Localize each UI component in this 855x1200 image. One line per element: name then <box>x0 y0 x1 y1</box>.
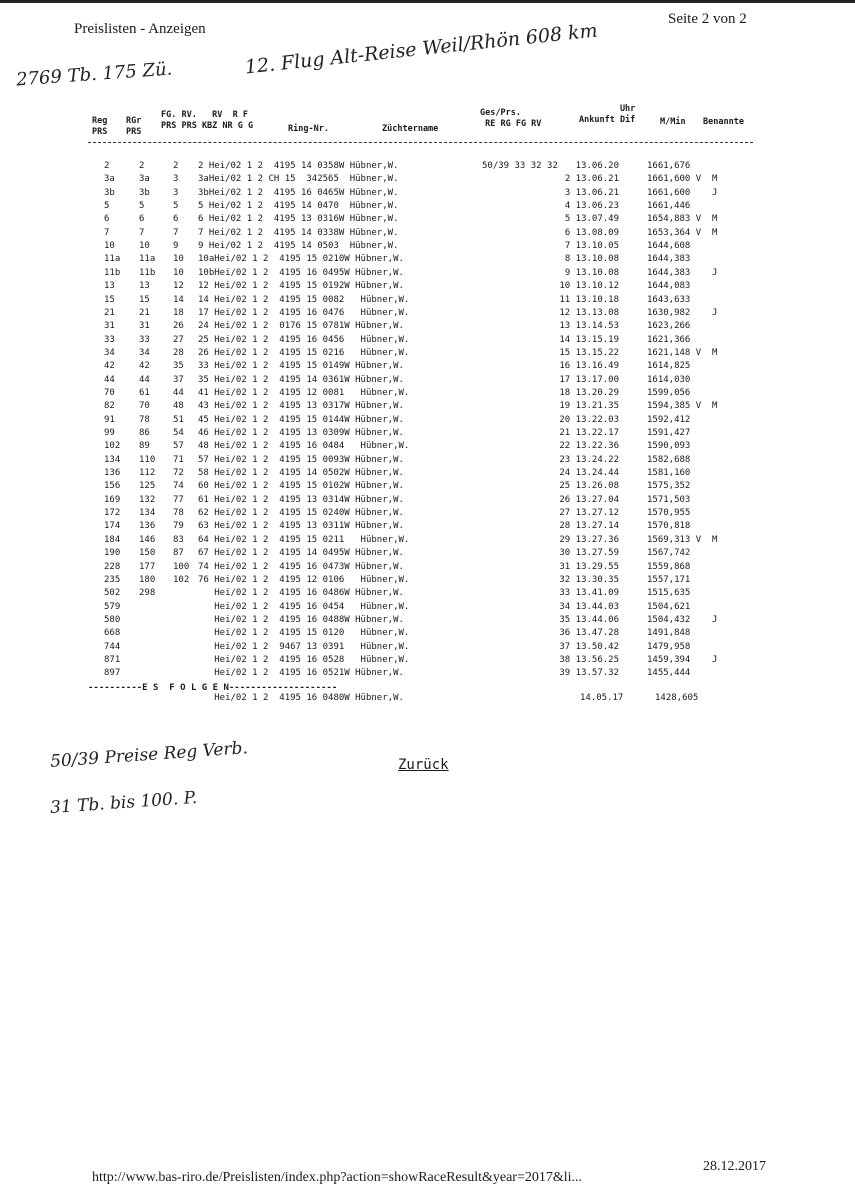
table-row <box>0 587 855 600</box>
cell-rgr-prs: 150 <box>139 548 156 559</box>
cell-speed: 1567,742 <box>647 548 691 559</box>
cell-rgr-prs: 7 <box>139 227 145 238</box>
table-row <box>0 520 855 533</box>
cell-arrival: 14 13.15.19 <box>559 334 619 345</box>
cell-reg-prs: 11a <box>104 254 121 265</box>
cell-speed: 1661,600 V M <box>647 174 718 185</box>
cell-detail: 26 Hei/02 1 2 4195 15 0216 Hübner,W. <box>198 347 410 358</box>
cell-fg-prs: 14 <box>173 294 184 305</box>
table-row <box>0 467 855 480</box>
cell-speed: 1570,955 <box>647 508 691 519</box>
cell-arrival: 24 13.24.44 <box>559 468 619 479</box>
cell-speed: 1582,688 <box>647 454 691 465</box>
cell-rgr-prs: 86 <box>139 428 150 438</box>
cell-arrival: 38 13.56.25 <box>559 654 619 665</box>
cell-fg-prs: 48 <box>173 401 184 412</box>
cell-speed: 1594,385 V M <box>647 401 718 412</box>
cell-detail: 5 Hei/02 1 2 4195 14 0470 Hübner,W. <box>198 201 399 212</box>
cell-fg-prs: 57 <box>173 441 184 452</box>
cell-arrival: 12 13.13.08 <box>559 307 619 318</box>
col-rgr-prs: RGr PRS <box>126 116 142 137</box>
cell-arrival: 13 13.14.53 <box>559 321 619 332</box>
cell-arrival: 21 13.22.17 <box>559 428 619 438</box>
cell-reg-prs: 5 <box>104 201 110 212</box>
cell-detail: 60 Hei/02 1 2 4195 15 0102W Hübner,W. <box>198 481 404 492</box>
cell-speed: 1570,818 <box>647 521 691 532</box>
table-row <box>0 307 855 320</box>
page-title: Preislisten - Anzeigen <box>74 21 206 37</box>
cell-arrival: 10 13.10.12 <box>559 281 619 292</box>
cell-fg-prs: 28 <box>173 347 184 358</box>
cell-arrival: 19 13.21.35 <box>559 401 619 412</box>
table-row <box>0 347 855 360</box>
cell-arrival: 23 13.24.22 <box>559 454 619 465</box>
cell-reg-prs: 235 <box>104 574 121 585</box>
cell-fg-prs: 12 <box>173 281 184 292</box>
table-row <box>0 160 855 173</box>
cell-arrival: 31 13.29.55 <box>559 561 619 572</box>
cell-detail: 14 Hei/02 1 2 4195 15 0082 Hübner,W. <box>198 294 410 305</box>
cell-reg-prs: 3b <box>104 187 115 198</box>
cell-rgr-prs: 13 <box>139 281 150 292</box>
cell-detail: 63 Hei/02 1 2 4195 13 0311W Hübner,W. <box>198 521 404 532</box>
cell-detail: 61 Hei/02 1 2 4195 13 0314W Hübner,W. <box>198 494 404 505</box>
cell-speed: 1623,266 <box>647 321 691 332</box>
cell-detail: 33 Hei/02 1 2 4195 15 0149W Hübner,W. <box>198 361 404 372</box>
cell-fg-prs: 83 <box>173 534 184 545</box>
table-row <box>0 494 855 507</box>
cell-rgr-prs: 15 <box>139 294 150 305</box>
cell-arrival: 8 13.10.08 <box>564 254 619 265</box>
table-row <box>0 480 855 493</box>
cell-fg-prs: 3 <box>173 174 179 185</box>
table-row <box>0 534 855 547</box>
cell-speed: 1599,056 <box>647 387 691 398</box>
cell-fg-prs: 26 <box>173 321 184 332</box>
cell-detail: Hei/02 1 2 4195 16 0528 Hübner,W. <box>198 654 410 665</box>
cell-rgr-prs: 31 <box>139 321 150 332</box>
cell-arrival: 35 13.44.06 <box>559 614 619 625</box>
table-row <box>0 427 855 440</box>
cell-arrival: 17 13.17.00 <box>559 374 619 385</box>
cell-reg-prs: 134 <box>104 454 121 465</box>
cell-detail: 35 Hei/02 1 2 4195 14 0361W Hübner,W. <box>198 374 404 385</box>
cell-speed: 1479,958 <box>647 641 691 652</box>
cell-reg-prs: 31 <box>104 321 115 332</box>
cell-fg-prs: 51 <box>173 414 184 425</box>
cell-detail: Hei/02 1 2 9467 13 0391 Hübner,W. <box>198 641 410 652</box>
cell-speed: 1459,394 J <box>647 654 718 665</box>
cell-detail: Hei/02 1 2 4195 16 0488W Hübner,W. <box>198 614 404 625</box>
cell-arrival: 9 13.10.08 <box>564 267 619 278</box>
cell-reg-prs: 102 <box>104 441 121 452</box>
cell-fg-prs: 10 <box>173 267 184 278</box>
cell-speed: 1557,171 <box>647 574 691 585</box>
footer-url: http://www.bas-riro.de/Preislisten/index.php?action=showRaceResult&year=2017&li... <box>92 1170 583 1185</box>
cell-rgr-prs: 298 <box>139 588 156 599</box>
table-row <box>0 574 855 587</box>
cell-detail: 7 Hei/02 1 2 4195 14 0338W Hübner,W. <box>198 227 399 238</box>
cell-speed: 1644,083 <box>647 281 691 292</box>
cell-fg-prs: 9 <box>173 241 179 252</box>
cell-detail: 67 Hei/02 1 2 4195 14 0495W Hübner,W. <box>198 548 404 559</box>
table-row <box>0 507 855 520</box>
cell-fg-prs: 54 <box>173 428 184 438</box>
cell-reg-prs: 82 <box>104 401 115 412</box>
cell-detail: 57 Hei/02 1 2 4195 15 0093W Hübner,W. <box>198 454 404 465</box>
cell-rgr-prs: 10 <box>139 241 150 252</box>
cell-fg-prs: 5 <box>173 201 179 212</box>
cell-detail: 43 Hei/02 1 2 4195 13 0317W Hübner,W. <box>198 401 404 412</box>
cell-speed: 1661,676 <box>647 161 691 171</box>
cell-arrival: 15 13.15.22 <box>559 347 619 358</box>
cell-detail: 48 Hei/02 1 2 4195 16 0484 Hübner,W. <box>198 441 410 452</box>
cell-rgr-prs: 110 <box>139 454 156 465</box>
cell-reg-prs: 91 <box>104 414 115 425</box>
cell-reg-prs: 871 <box>104 654 121 665</box>
cell-speed: 1621,148 V M <box>647 347 718 358</box>
cell-arrival: 18 13.20.29 <box>559 387 619 398</box>
cell-fg-prs: 71 <box>173 454 184 465</box>
cell-rgr-prs: 33 <box>139 334 150 345</box>
cell-speed: 1621,366 <box>647 334 691 345</box>
cell-reg-prs: 99 <box>104 428 115 438</box>
cell-fg-prs: 2 <box>173 161 179 171</box>
cell-arrival: 11 13.10.18 <box>559 294 619 305</box>
cell-rgr-prs: 89 <box>139 441 150 452</box>
es-folgen-separator: ----------E S F O L G E N-------------------- <box>88 683 338 693</box>
cell-fg-prs: 100 <box>173 561 190 572</box>
cell-reg-prs: 184 <box>104 534 121 545</box>
cell-reg-prs: 11b <box>104 267 121 278</box>
cell-fg-prs: 87 <box>173 548 184 559</box>
cell-rgr-prs: 3a <box>139 174 150 185</box>
cell-speed: 1455,444 <box>647 668 691 679</box>
cell-arrival: 39 13.57.32 <box>559 668 619 679</box>
cell-detail: 25 Hei/02 1 2 4195 16 0456 Hübner,W. <box>198 334 410 345</box>
col-fg-rv: FG. RV. RV R F PRS PRS KBZ NR G G <box>161 110 254 131</box>
cell-speed: 1644,383 <box>647 254 691 265</box>
cell-speed: 1591,427 <box>647 428 691 438</box>
cell-fg-prs: 18 <box>173 307 184 318</box>
cell-rgr-prs: 177 <box>139 561 156 572</box>
cell-ges-prs: 50/39 33 32 32 <box>482 161 558 171</box>
cell-speed: 1653,364 V M <box>647 227 718 238</box>
following-arrival: 14.05.17 <box>580 693 624 703</box>
cell-speed: 1614,030 <box>647 374 691 385</box>
cell-arrival: 16 13.16.49 <box>559 361 619 372</box>
cell-arrival: 33 13.41.09 <box>559 588 619 599</box>
cell-reg-prs: 2 <box>104 161 110 171</box>
cell-fg-prs: 37 <box>173 374 184 385</box>
cell-speed: 1515,635 <box>647 588 691 599</box>
cell-reg-prs: 10 <box>104 241 115 252</box>
following-row <box>0 692 855 705</box>
cell-fg-prs: 27 <box>173 334 184 345</box>
cell-speed: 1644,383 J <box>647 267 718 278</box>
cell-arrival: 13.06.20 <box>575 161 619 171</box>
cell-speed: 1661,600 J <box>647 187 718 198</box>
cell-detail: 24 Hei/02 1 2 0176 15 0781W Hübner,W. <box>198 321 404 332</box>
cell-detail: 3bHei/02 1 2 4195 16 0465W Hübner,W. <box>198 187 399 198</box>
col-ring-nr: Ring-Nr. <box>288 124 329 134</box>
cell-reg-prs: 174 <box>104 521 121 532</box>
cell-detail: Hei/02 1 2 4195 16 0486W Hübner,W. <box>198 588 404 599</box>
table-row <box>0 267 855 280</box>
cell-detail: Hei/02 1 2 4195 16 0521W Hübner,W. <box>198 668 404 679</box>
table-row <box>0 654 855 667</box>
table-row <box>0 547 855 560</box>
following-speed: 1428,605 <box>655 693 699 703</box>
cell-reg-prs: 580 <box>104 614 121 625</box>
cell-detail: 3aHei/02 1 2 CH 15 342565 Hübner,W. <box>198 174 399 185</box>
cell-speed: 1504,621 <box>647 601 691 612</box>
cell-arrival: 34 13.44.03 <box>559 601 619 612</box>
cell-arrival: 4 13.06.23 <box>564 201 619 212</box>
cell-reg-prs: 44 <box>104 374 115 385</box>
table-row <box>0 334 855 347</box>
cell-reg-prs: 33 <box>104 334 115 345</box>
col-ges-prs: Ges/Prs. RE RG FG RV <box>480 108 542 129</box>
table-row <box>0 320 855 333</box>
cell-arrival: 32 13.30.35 <box>559 574 619 585</box>
cell-fg-prs: 35 <box>173 361 184 372</box>
table-row <box>0 387 855 400</box>
cell-detail: 74 Hei/02 1 2 4195 16 0473W Hübner,W. <box>198 561 404 572</box>
cell-rgr-prs: 136 <box>139 521 156 532</box>
cell-rgr-prs: 42 <box>139 361 150 372</box>
cell-reg-prs: 42 <box>104 361 115 372</box>
cell-detail: 2 Hei/02 1 2 4195 14 0358W Hübner,W. <box>198 161 399 171</box>
cell-arrival: 36 13.47.28 <box>559 628 619 639</box>
table-row <box>0 627 855 640</box>
cell-speed: 1575,352 <box>647 481 691 492</box>
cell-speed: 1614,825 <box>647 361 691 372</box>
cell-speed: 1630,982 J <box>647 307 718 318</box>
cell-speed: 1592,412 <box>647 414 691 425</box>
cell-speed: 1590,093 <box>647 441 691 452</box>
cell-detail: 10bHei/02 1 2 4195 16 0495W Hübner,W. <box>198 267 404 278</box>
following-detail: Hei/02 1 2 4195 16 0480W Hübner,W. <box>198 693 404 703</box>
cell-arrival: 5 13.07.49 <box>564 214 619 225</box>
top-border <box>0 0 855 3</box>
table-row <box>0 173 855 186</box>
cell-arrival: 2 13.06.21 <box>564 174 619 185</box>
table-row <box>0 601 855 614</box>
cell-speed: 1661,446 <box>647 201 691 212</box>
cell-reg-prs: 13 <box>104 281 115 292</box>
table-row <box>0 280 855 293</box>
cell-reg-prs: 579 <box>104 601 121 612</box>
cell-arrival: 22 13.22.36 <box>559 441 619 452</box>
table-row <box>0 561 855 574</box>
table-row <box>0 240 855 253</box>
cell-reg-prs: 136 <box>104 468 121 479</box>
cell-rgr-prs: 78 <box>139 414 150 425</box>
cell-rgr-prs: 112 <box>139 468 156 479</box>
table-row <box>0 440 855 453</box>
cell-arrival: 27 13.27.12 <box>559 508 619 519</box>
col-benannte: Benannte <box>703 117 744 127</box>
cell-speed: 1654,883 V M <box>647 214 718 225</box>
cell-reg-prs: 190 <box>104 548 121 559</box>
cell-detail: 58 Hei/02 1 2 4195 14 0502W Hübner,W. <box>198 468 404 479</box>
back-link[interactable]: Zurück <box>398 757 449 773</box>
cell-detail: 9 Hei/02 1 2 4195 14 0503 Hübner,W. <box>198 241 399 252</box>
header-separator <box>88 142 753 143</box>
cell-rgr-prs: 134 <box>139 508 156 519</box>
cell-rgr-prs: 3b <box>139 187 150 198</box>
cell-rgr-prs: 132 <box>139 494 156 505</box>
cell-arrival: 28 13.27.14 <box>559 521 619 532</box>
cell-reg-prs: 34 <box>104 347 115 358</box>
cell-rgr-prs: 5 <box>139 201 145 212</box>
cell-speed: 1571,503 <box>647 494 691 505</box>
cell-rgr-prs: 180 <box>139 574 156 585</box>
cell-rgr-prs: 34 <box>139 347 150 358</box>
cell-reg-prs: 156 <box>104 481 121 492</box>
cell-arrival: 25 13.26.08 <box>559 481 619 492</box>
cell-fg-prs: 72 <box>173 468 184 479</box>
table-row <box>0 641 855 654</box>
cell-arrival: 7 13.10.05 <box>564 241 619 252</box>
table-row <box>0 454 855 467</box>
cell-reg-prs: 228 <box>104 561 121 572</box>
table-row <box>0 374 855 387</box>
cell-detail: Hei/02 1 2 4195 16 0454 Hübner,W. <box>198 601 410 612</box>
cell-reg-prs: 169 <box>104 494 121 505</box>
footer-date: 28.12.2017 <box>703 1159 766 1174</box>
cell-reg-prs: 3a <box>104 174 115 185</box>
cell-reg-prs: 7 <box>104 227 110 238</box>
cell-reg-prs: 668 <box>104 628 121 639</box>
cell-detail: 76 Hei/02 1 2 4195 12 0106 Hübner,W. <box>198 574 410 585</box>
handwritten-note-bottom-1: 50/39 Preise Reg Verb. <box>49 738 249 772</box>
cell-fg-prs: 7 <box>173 227 179 238</box>
cell-rgr-prs: 11b <box>139 267 156 278</box>
cell-detail: Hei/02 1 2 4195 15 0120 Hübner,W. <box>198 628 410 639</box>
table-row <box>0 227 855 240</box>
cell-reg-prs: 15 <box>104 294 115 305</box>
cell-fg-prs: 44 <box>173 387 184 398</box>
cell-rgr-prs: 61 <box>139 387 150 398</box>
cell-arrival: 26 13.27.04 <box>559 494 619 505</box>
cell-reg-prs: 744 <box>104 641 121 652</box>
table-row <box>0 414 855 427</box>
table-row <box>0 213 855 226</box>
table-row <box>0 294 855 307</box>
cell-reg-prs: 172 <box>104 508 121 519</box>
cell-detail: 10aHei/02 1 2 4195 15 0210W Hübner,W. <box>198 254 404 265</box>
cell-speed: 1569,313 V M <box>647 534 718 545</box>
page-number: Seite 2 von 2 <box>668 11 747 27</box>
cell-reg-prs: 6 <box>104 214 110 225</box>
col-mmin: M/Min <box>660 117 686 127</box>
cell-rgr-prs: 70 <box>139 401 150 412</box>
cell-arrival: 37 13.50.42 <box>559 641 619 652</box>
cell-detail: 46 Hei/02 1 2 4195 13 0309W Hübner,W. <box>198 428 404 438</box>
col-uhr: Uhr Ankunft Dif <box>579 104 636 125</box>
cell-speed: 1491,848 <box>647 628 691 639</box>
cell-arrival: 29 13.27.36 <box>559 534 619 545</box>
handwritten-note-left: 2769 Tb. 175 Zü. <box>15 58 173 91</box>
cell-detail: 62 Hei/02 1 2 4195 15 0240W Hübner,W. <box>198 508 404 519</box>
cell-detail: 45 Hei/02 1 2 4195 15 0144W Hübner,W. <box>198 414 404 425</box>
cell-detail: 6 Hei/02 1 2 4195 13 0316W Hübner,W. <box>198 214 399 225</box>
cell-reg-prs: 70 <box>104 387 115 398</box>
cell-fg-prs: 6 <box>173 214 179 225</box>
table-row <box>0 187 855 200</box>
cell-rgr-prs: 125 <box>139 481 156 492</box>
table-row <box>0 400 855 413</box>
cell-rgr-prs: 21 <box>139 307 150 318</box>
handwritten-note-top: 12. Flug Alt-Reise Weil/Rhön 608 km <box>243 19 599 79</box>
table-row <box>0 360 855 373</box>
cell-arrival: 6 13.08.09 <box>564 227 619 238</box>
cell-rgr-prs: 146 <box>139 534 156 545</box>
cell-fg-prs: 77 <box>173 494 184 505</box>
cell-speed: 1644,608 <box>647 241 691 252</box>
cell-speed: 1559,868 <box>647 561 691 572</box>
cell-detail: 12 Hei/02 1 2 4195 15 0192W Hübner,W. <box>198 281 404 292</box>
table-row <box>0 200 855 213</box>
cell-rgr-prs: 11a <box>139 254 156 265</box>
cell-fg-prs: 78 <box>173 508 184 519</box>
table-row <box>0 667 855 680</box>
cell-fg-prs: 74 <box>173 481 184 492</box>
cell-fg-prs: 102 <box>173 574 190 585</box>
cell-detail: 17 Hei/02 1 2 4195 16 0476 Hübner,W. <box>198 307 410 318</box>
cell-fg-prs: 3 <box>173 187 179 198</box>
cell-fg-prs: 10 <box>173 254 184 265</box>
cell-speed: 1504,432 J <box>647 614 718 625</box>
cell-arrival: 3 13.06.21 <box>564 187 619 198</box>
cell-speed: 1581,160 <box>647 468 691 479</box>
cell-reg-prs: 502 <box>104 588 121 599</box>
cell-fg-prs: 79 <box>173 521 184 532</box>
col-zuechter: Züchtername <box>382 124 439 134</box>
cell-rgr-prs: 6 <box>139 214 145 225</box>
cell-reg-prs: 21 <box>104 307 115 318</box>
table-row <box>0 614 855 627</box>
cell-rgr-prs: 2 <box>139 161 145 171</box>
col-reg-prs: Reg PRS <box>92 116 108 137</box>
cell-rgr-prs: 44 <box>139 374 150 385</box>
handwritten-note-bottom-2: 31 Tb. bis 100. P. <box>49 787 198 819</box>
cell-speed: 1643,633 <box>647 294 691 305</box>
cell-reg-prs: 897 <box>104 668 121 679</box>
cell-detail: 41 Hei/02 1 2 4195 12 0081 Hübner,W. <box>198 387 410 398</box>
table-row <box>0 253 855 266</box>
cell-detail: 64 Hei/02 1 2 4195 15 0211 Hübner,W. <box>198 534 410 545</box>
cell-arrival: 20 13.22.03 <box>559 414 619 425</box>
cell-arrival: 30 13.27.59 <box>559 548 619 559</box>
